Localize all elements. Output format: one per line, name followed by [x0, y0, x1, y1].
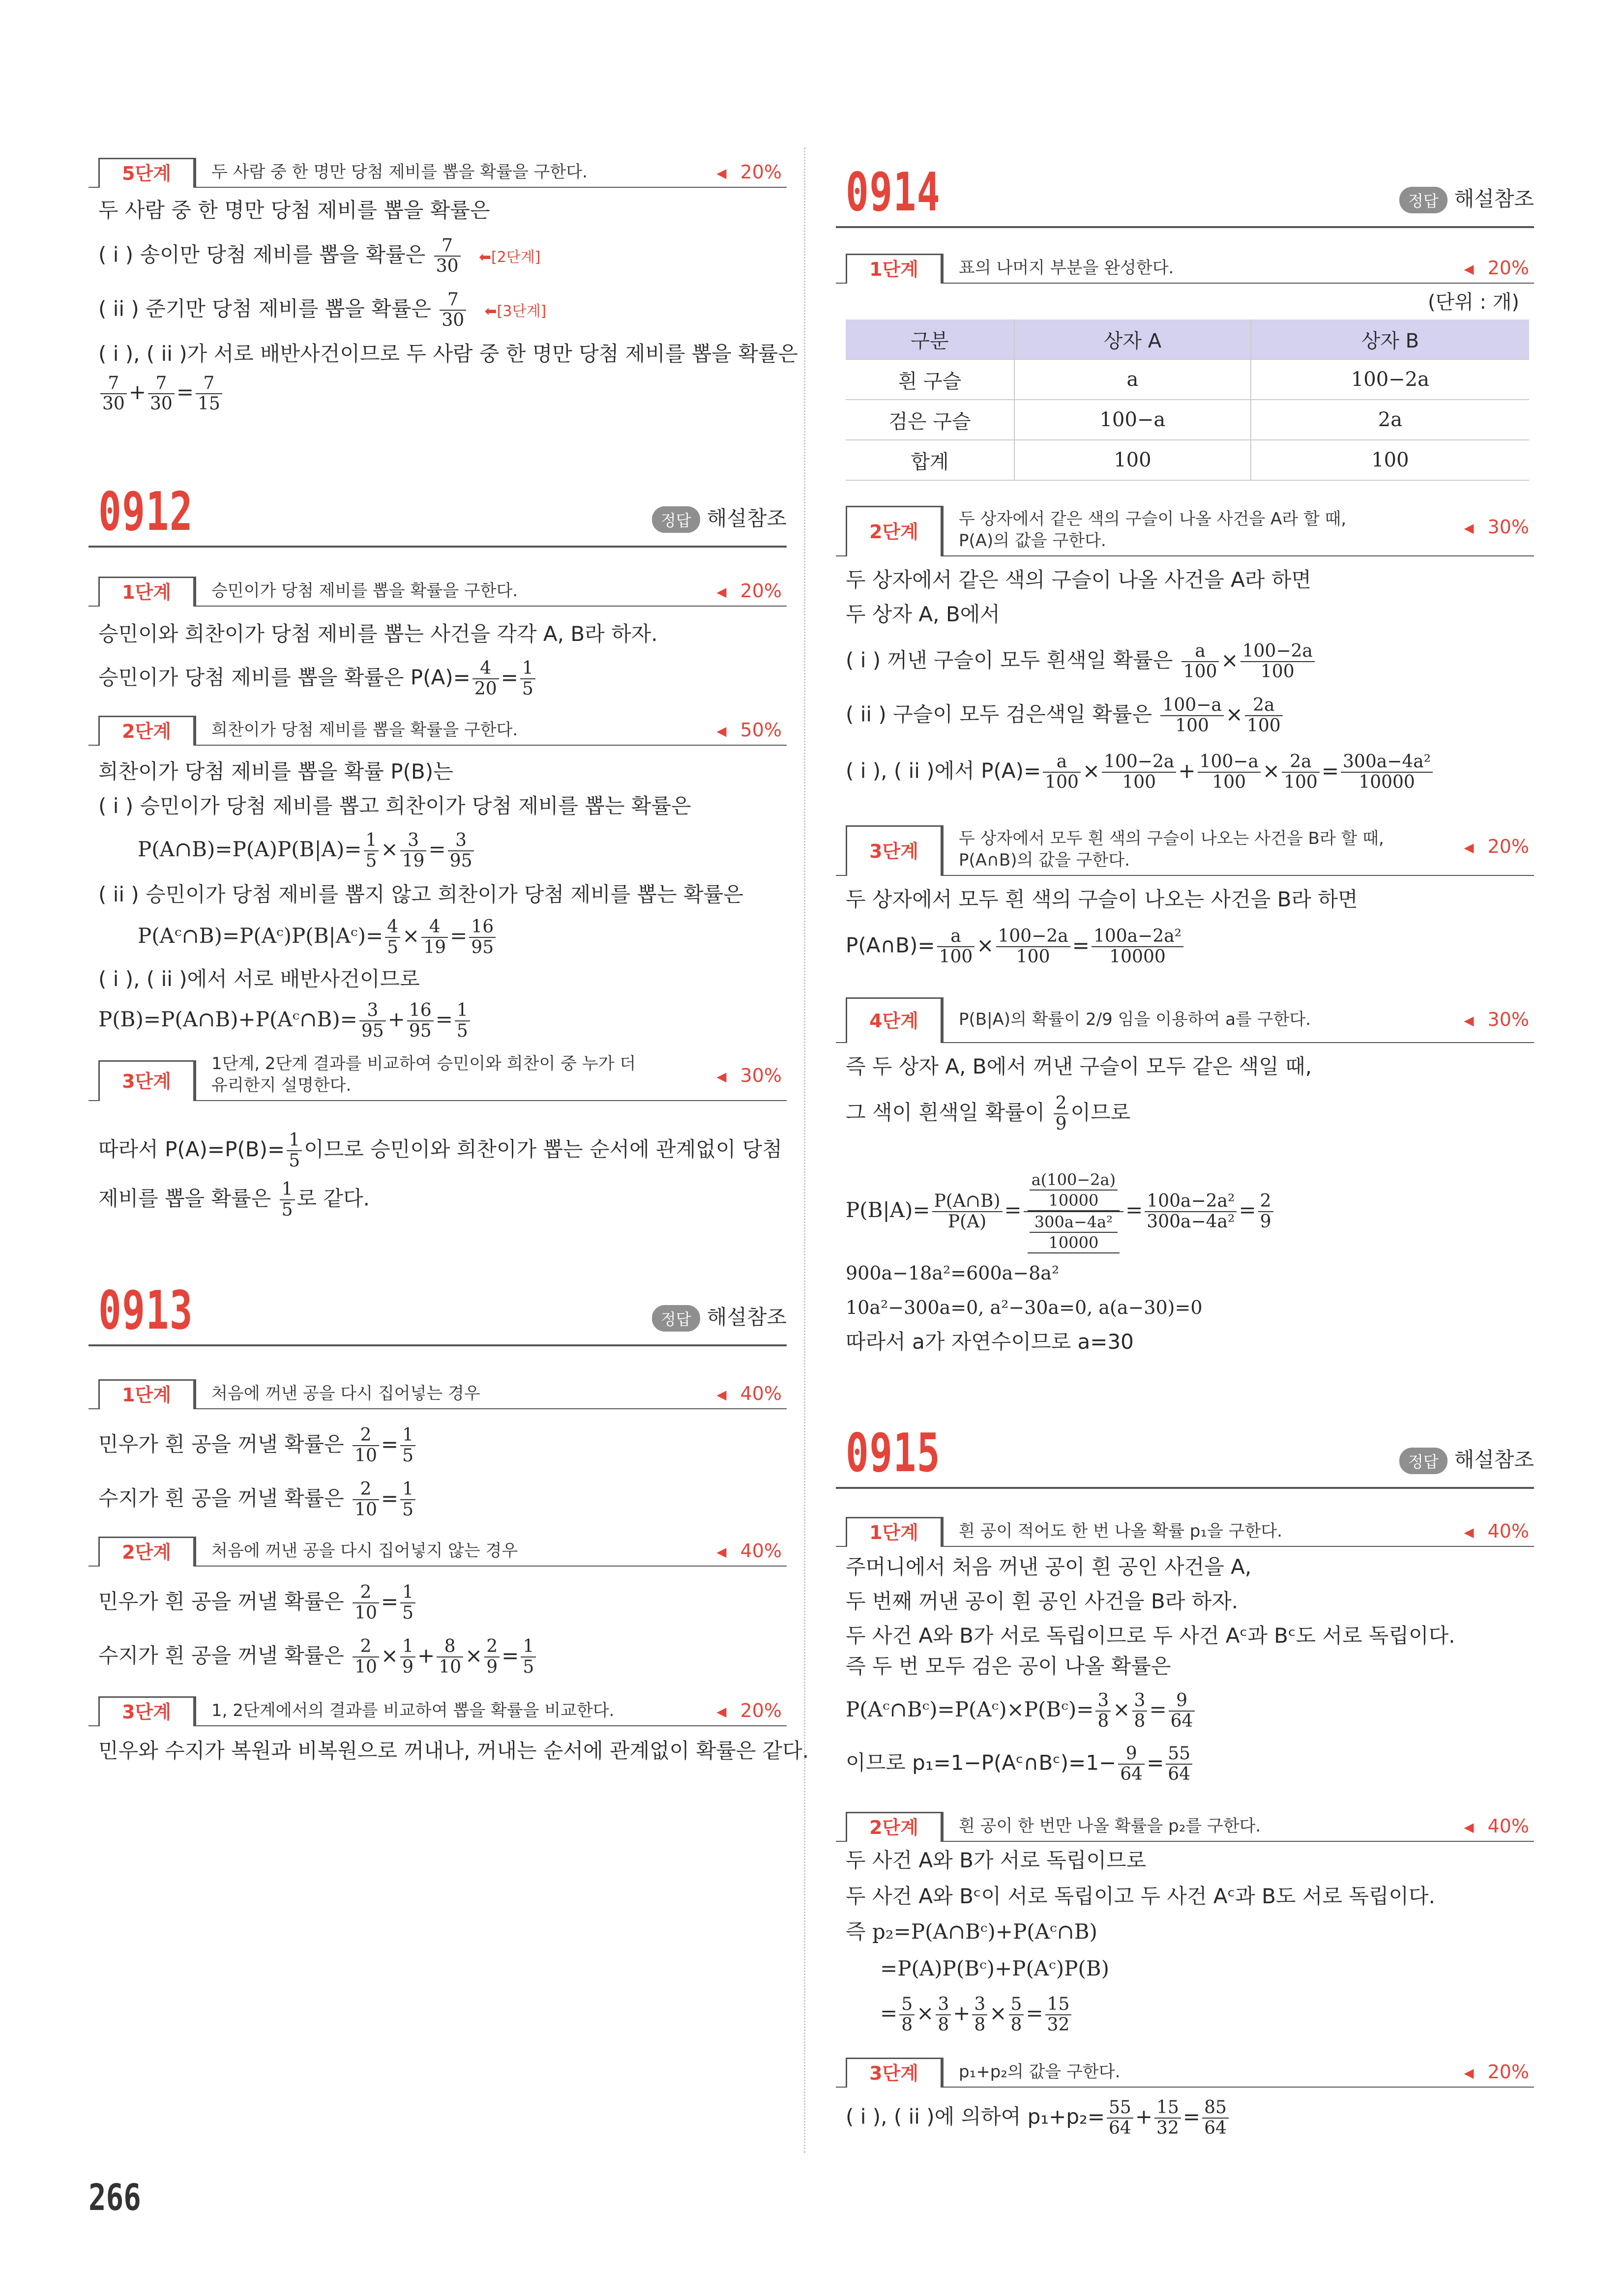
equation: 10a²−300a=0, a²−30a=0, a(a−30)=0	[846, 1297, 1203, 1318]
table-header-cell: 상자 A	[1014, 320, 1251, 359]
step-3-bar	[836, 2050, 1534, 2088]
compound-fraction: a(100−2a) 10000 300a−4a² 10000	[1024, 1170, 1123, 1253]
text-line: ( i ), ( ii )가 서로 배반사건이므로 두 사람 중 한 명만 당첨 제비를 뽑을 확률은	[98, 342, 798, 366]
step-score: ◀ 30%	[717, 1065, 782, 1086]
step-tag: 2단계	[98, 1537, 196, 1567]
step-score: ◀ 20%	[1464, 2061, 1529, 2083]
reference-arrow: ⬅[3단계]	[484, 302, 547, 320]
equation: $\frac{7}{30}$ + $\frac{7}{30}$ = $\frac{7}{15}$	[98, 374, 224, 414]
text-line: 즉 두 상자 A, B에서 꺼낸 구슬이 모두 같은 색일 때,	[846, 1054, 1312, 1078]
text-line: 두 상자에서 같은 색의 구슬이 나올 사건을 A라 하면	[846, 568, 1311, 592]
step-score: ◀ 40%	[1464, 1520, 1529, 1542]
step-1-bar	[89, 571, 787, 607]
table-row	[846, 440, 1529, 480]
table-cell: 2a	[1251, 400, 1529, 440]
step-tag: 3단계	[98, 1696, 196, 1726]
fraction: $\frac{7}{30}$	[434, 236, 461, 276]
text-line: 두 사건 A와 Bᶜ이 서로 독립이고 두 사건 Aᶜ과 B도 서로 독립이다.	[846, 1884, 1435, 1908]
text-line: ( i ) 승민이가 당첨 제비를 뽑고 희찬이가 당첨 제비를 뽑는 확률은	[98, 794, 691, 818]
problem-number: 0913	[98, 1280, 194, 1341]
text-line: 수지가 흰 공을 꺼낼 확률은 $\frac{2}{10}$ × $\frac{1}{9}$ + $\frac{8}{10}$ × $\frac{2}{9}$ = $\frac{1}{5}$	[98, 1637, 538, 1677]
table-header-cell: 구분	[846, 320, 1014, 359]
step-tag: 4단계	[846, 997, 944, 1043]
table-cell: 100−2a	[1251, 359, 1529, 400]
text-line: 그 색이 흰색일 확률이 $\frac{2}{9}$ 이므로	[846, 1093, 1131, 1134]
data-table	[846, 320, 1529, 481]
text-line: 두 사람 중 한 명만 당첨 제비를 뽑을 확률은	[98, 198, 490, 222]
text-line: ( i ) 꺼낸 구슬이 모두 흰색일 확률은 $\frac{a}{100}$ × $\frac{100-2a}{100}$	[846, 641, 1317, 682]
step-desc: 두 사람 중 한 명만 당첨 제비를 뽑을 확률을 구한다.	[211, 162, 588, 182]
text-line: 두 상자에서 모두 흰 색의 구슬이 나오는 사건을 B라 하면	[846, 887, 1358, 911]
step-score: ◀ 40%	[717, 1540, 782, 1562]
answer-label: 정답 해설참조	[1399, 1444, 1534, 1475]
step-desc: 처음에 꺼낸 공을 다시 집어넣는 경우	[211, 1384, 480, 1403]
equation: P(Aᶜ∩Bᶜ)=P(Aᶜ)×P(Bᶜ)= $\frac{3}{8}$ × $\frac{3}{8}$ = $\frac{9}{64}$	[846, 1691, 1197, 1731]
text-line: ( ii ) 승민이가 당첨 제비를 뽑지 않고 희찬이가 당첨 제비를 뽑는 확률은	[98, 882, 743, 906]
step-2-bar	[836, 492, 1534, 556]
text-line: 두 번째 꺼낸 공이 흰 공인 사건을 B라 하자.	[846, 1589, 1239, 1613]
equation: P(Aᶜ∩B)=P(Aᶜ)P(B|Aᶜ)= $\frac{4}{5}$ × $\frac{4}{19}$ = $\frac{16}{95}$	[138, 917, 498, 958]
step-score: ◀ 20%	[717, 580, 782, 602]
step-tag: 3단계	[846, 825, 944, 876]
problem-header-0913	[89, 1271, 787, 1346]
text-line: 두 사건 A와 B가 서로 독립이므로 두 사건 Aᶜ과 Bᶜ도 서로 독립이다.	[846, 1624, 1455, 1648]
problem-header-0914	[836, 152, 1534, 228]
step-1-bar	[836, 1509, 1534, 1547]
table-cell: 합계	[846, 440, 1014, 480]
step-2-bar	[89, 1531, 787, 1567]
answer-label: 정답 해설참조	[652, 502, 787, 533]
text-line: 민우가 흰 공을 꺼낼 확률은 $\frac{2}{10}$ = $\frac{1}{5}$	[98, 1425, 417, 1466]
step-tag: 3단계	[98, 1060, 196, 1101]
step-3-bar	[836, 811, 1534, 876]
step-2-bar	[836, 1804, 1534, 1842]
problem-header-0912	[89, 472, 787, 548]
step-2-bar	[89, 710, 787, 746]
text-line: 수지가 흰 공을 꺼낼 확률은 $\frac{2}{10}$ = $\frac{1}{5}$	[98, 1480, 417, 1520]
equation: 즉 p₂=P(A∩Bᶜ)+P(Aᶜ∩B)	[846, 1919, 1097, 1944]
step-desc: 흰 공이 한 번만 나올 확률을 p₂를 구한다.	[959, 1816, 1261, 1836]
text-line: 제비를 뽑을 확률은 $\frac{1}{5}$ 로 같다.	[98, 1179, 370, 1220]
step-tag: 5단계	[98, 158, 196, 188]
step-3-bar	[89, 1691, 787, 1726]
text-line: 희찬이가 당첨 제비를 뽑을 확률 P(B)는	[98, 759, 453, 784]
table-header-row	[846, 320, 1529, 359]
text-line: 민우와 수지가 복원과 비복원으로 꺼내나, 꺼내는 순서에 관계없이 확률은 같다.	[98, 1739, 809, 1763]
text-line: 두 사건 A와 B가 서로 독립이므로	[846, 1848, 1147, 1872]
text-line: P(A∩B)= $\frac{a}{100}$ × $\frac{100-2a}{100}$ = $\frac{\text{100a−2a²}}{10000}$	[846, 927, 1185, 967]
answer-label: 정답 해설참조	[652, 1301, 787, 1332]
right-column	[836, 0, 1534, 2296]
text-line: ( i ), ( ii )에서 P(A)= $\frac{a}{100}$ × $\frac{100-2a}{100}$ + $\frac{100-a}{100}$ × $\frac{2a}{100}$ = $\frac{\text{300a−4a²}}{10000}$	[846, 752, 1435, 792]
step-desc: 두 상자에서 같은 색의 구슬이 나올 사건을 A라 할 때, P(A)의 값을 구한다.	[959, 509, 1347, 551]
answer-badge: 정답	[652, 1305, 700, 1332]
step-tag: 1단계	[98, 1379, 196, 1409]
text-line: 이므로 p₁=1−P(Aᶜ∩Bᶜ)=1− $\frac{9}{64}$ = $\frac{55}{64}$	[846, 1744, 1194, 1784]
answer-badge: 정답	[652, 506, 700, 533]
table-cell: 100−a	[1014, 400, 1251, 440]
text-line: ( i ) 송이만 당첨 제비를 뽑을 확률은 $\frac{7}{30}$ ⬅[2단계]	[98, 235, 541, 276]
answer-badge: 정답	[1399, 1448, 1447, 1474]
page-number: 266	[89, 2177, 141, 2219]
text-line: 주머니에서 처음 꺼낸 공이 흰 공인 사건을 A,	[846, 1555, 1252, 1579]
equation: P(B|A)= $\frac{P(A\cap B)}{P(A)}$ = a(100−2a) 10000 300a−4a² 10000 = $\frac{\text{100a−2a²}}{\text{300a−4a²}}$ = $\frac{2}{9}$	[846, 1170, 1275, 1253]
column-divider	[804, 147, 805, 2153]
text-line: ( i ), ( ii )에서 서로 배반사건이므로	[98, 967, 420, 991]
problem-number: 0912	[98, 481, 194, 543]
step-score: ◀ 30%	[1464, 516, 1529, 538]
step-score: ◀ 20%	[1464, 836, 1529, 857]
table-row	[846, 400, 1529, 440]
fraction: $\frac{7}{30}$	[440, 290, 466, 330]
equation: P(B)=P(A∩B)+P(Aᶜ∩B)= $\frac{3}{95}$ + $\frac{16}{95}$ = $\frac{1}{5}$	[98, 1001, 472, 1041]
step-score: ◀ 40%	[1464, 1815, 1529, 1837]
table-cell: a	[1014, 359, 1251, 400]
text-line: 따라서 a가 자연수이므로 a=30	[846, 1330, 1134, 1354]
step-tag: 1단계	[846, 254, 944, 284]
table-cell: 검은 구슬	[846, 400, 1014, 440]
step-1-bar	[89, 1374, 787, 1409]
text-line: ( ii ) 구슬이 모두 검은색일 확률은 $\frac{100-a}{100}$ × $\frac{2a}{100}$	[846, 696, 1285, 736]
step-desc: 흰 공이 적어도 한 번 나올 확률 p₁을 구한다.	[959, 1521, 1282, 1541]
answer-badge: 정답	[1399, 187, 1447, 213]
text-line: ( ii ) 준기만 당첨 제비를 뽑을 확률은 $\frac{7}{30}$ ⬅[3단계]	[98, 290, 547, 330]
equation: =P(A)P(Bᶜ)+P(Aᶜ)P(B)	[880, 1956, 1109, 1980]
step-desc: P(B|A)의 확률이 2/9 임을 이용하여 a를 구한다.	[959, 1010, 1311, 1029]
step-tag: 1단계	[846, 1517, 944, 1547]
table-cell: 흰 구슬	[846, 359, 1014, 400]
step-desc: 처음에 꺼낸 공을 다시 집어넣지 않는 경우	[211, 1541, 518, 1561]
left-column	[89, 0, 809, 2296]
step-tag: 2단계	[846, 506, 944, 556]
problem-number: 0915	[846, 1423, 941, 1484]
step-score: ◀ 20%	[1464, 257, 1529, 279]
step-score: ◀ 40%	[717, 1383, 782, 1404]
equation: 900a−18a²=600a−8a²	[846, 1262, 1060, 1284]
step-tag: 3단계	[846, 2058, 944, 2088]
text-line: 즉 두 번 모두 검은 공이 나올 확률은	[846, 1654, 1171, 1678]
problem-header-0915	[836, 1413, 1534, 1489]
table-cell: 100	[1014, 440, 1251, 480]
step-score: ◀ 20%	[717, 161, 782, 183]
step-desc: 1단계, 2단계 결과를 비교하여 승민이와 희찬이 중 누가 더 유리한지 설명한다.	[211, 1054, 636, 1095]
step-desc: p₁+p₂의 값을 구한다.	[959, 2062, 1121, 2082]
step-tag: 2단계	[98, 716, 196, 746]
text-line: 승민이가 당첨 제비를 뽑을 확률은 P(A)= $\frac{4}{20}$ = $\frac{1}{5}$	[98, 659, 537, 699]
step-score: ◀ 50%	[717, 719, 782, 741]
step-desc: 1, 2단계에서의 결과를 비교하여 뽑을 확률을 비교한다.	[211, 1701, 615, 1720]
table-header-cell: 상자 B	[1251, 320, 1529, 359]
answer-label: 정답 해설참조	[1399, 183, 1534, 214]
text-line: 따라서 P(A)=P(B)= $\frac{1}{5}$ 이므로 승민이와 희찬이가 뽑는 순서에 관계없이 당첨	[98, 1130, 782, 1171]
step-1-bar	[836, 248, 1534, 284]
step-desc: 승민이가 당첨 제비를 뽑을 확률을 구한다.	[211, 581, 518, 601]
text-line: ( i ), ( ii )에 의하여 p₁+p₂= $\frac{55}{64}$ + $\frac{15}{32}$ = $\frac{85}{64}$	[846, 2098, 1231, 2138]
step-tag: 1단계	[98, 577, 196, 607]
step-desc: 표의 나머지 부분을 완성한다.	[959, 258, 1174, 278]
table-row	[846, 359, 1529, 400]
equation: = $\frac{5}{8}$ × $\frac{3}{8}$ + $\frac{3}{8}$ × $\frac{5}{8}$ = $\frac{15}{32}$	[880, 1995, 1073, 2035]
unit-label: (단위 : 개)	[1427, 291, 1519, 314]
table-cell: 100	[1251, 440, 1529, 480]
step-desc: 희찬이가 당첨 제비를 뽑을 확률을 구한다.	[211, 720, 518, 740]
step-desc: 두 상자에서 모두 흰 색의 구슬이 나오는 사건을 B라 할 때, P(A∩B)의 값을 구한다.	[959, 829, 1384, 870]
text-line: 승민이와 희찬이가 당첨 제비를 뽑는 사건을 각각 A, B라 하자.	[98, 622, 658, 646]
step-4-bar	[836, 983, 1534, 1043]
text-line: 민우가 흰 공을 꺼낼 확률은 $\frac{2}{10}$ = $\frac{1}{5}$	[98, 1583, 417, 1623]
equation: P(A∩B)=P(A)P(B|A)= $\frac{1}{5}$ × $\frac{3}{19}$ = $\frac{3}{95}$	[138, 831, 476, 871]
step-score: ◀ 30%	[1464, 1009, 1529, 1030]
text-line: 두 상자 A, B에서	[846, 602, 1000, 626]
problem-number: 0914	[846, 162, 941, 223]
step-3-bar	[89, 1051, 787, 1101]
reference-arrow: ⬅[2단계]	[478, 248, 541, 266]
step-score: ◀ 20%	[717, 1700, 782, 1721]
step-5-bar	[89, 147, 787, 188]
step-tag: 2단계	[846, 1812, 944, 1842]
